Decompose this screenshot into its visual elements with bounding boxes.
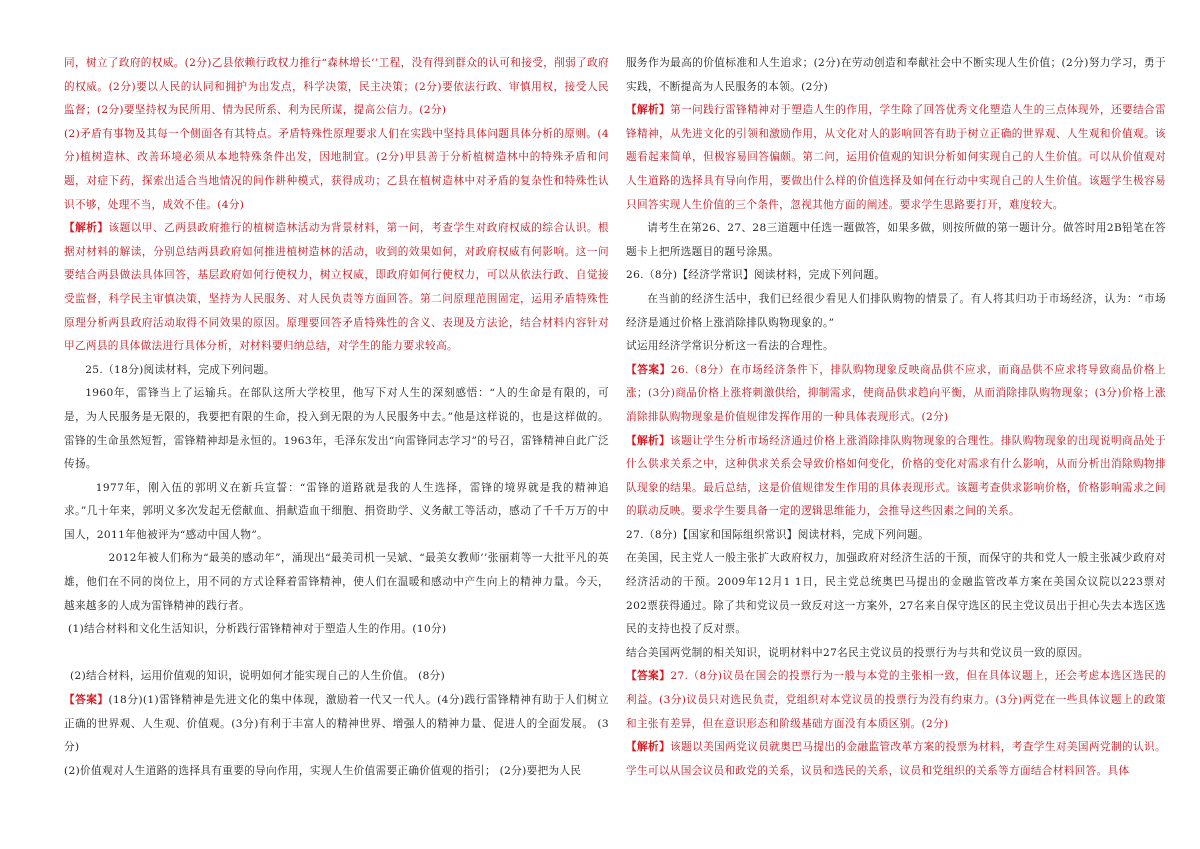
answer-tag: 【答案】 <box>626 670 671 683</box>
analysis-26 <box>626 430 1166 524</box>
answer-tag: 【答案】 <box>64 694 109 707</box>
analysis-24-text: 该题以甲、乙两县政府推行的植树造林活动为背景材料，第一问，考查学生对政府权威的综合认识。根据对材料的解读，分别总结两县政府如何推进植树造林的活动，收到的效果如何，对政府权威有何影响。这一问要结合两县做法具体回答，基层政府如何行使权力，树立权威，即政府如何行使权力，可以从依法行政、自觉接受监督，科学民主审慎决策，坚持为人民服务、对人民负责等方面回答。第二问原理范围固定，运用矛盾特殊性原理分析两县政府活动取得不同效果的原因。原理要回答矛盾特殊性的含义、表现及方法论，结合材料内容针对甲乙两县的具体做法进行具体分析，对材料要归纳总结，对学生的能力要求较高。 <box>64 222 610 353</box>
question-25-material-1: 1960年，雷锋当上了运输兵。在部队这所大学校里，他写下对人生的深刻感悟：“人的生命是有限的，可是，为人民服务是无限的，我要把有限的生命，投入到无限的为人民服务中去。”他是这样说的，也是这样做的。雷锋的生命虽然短暂，雷锋精神却是永恒的。1963年，毛泽东发出“向雷锋同志学习”的号召，雷锋精神自此广泛传扬。 <box>64 387 609 471</box>
answer-27 <box>626 665 1166 736</box>
answer-25-part3: 服务作为最高的价值标准和人生追求；(2分)在劳动创造和奉献社会中不断实现人生价值；(2分)努力学习，勇于实践，不断提高为人民服务的本领。(2分) <box>626 57 1166 93</box>
question-27-material: 在美国，民主党人一般主张扩大政府权力，加强政府对经济生活的干预，而保守的共和党人一般主张减少政府对经济活动的干预。2009年12月1 1日，民主党总统奥巴马提出的金融监管改革方案在美国众议院以223票对202票获得通过。除了共和党议员一致反对这一方案外，27名来自保守选区的民主党议员出于担心失去本选区选民的支持也投了反对票。 <box>626 552 1166 636</box>
question-25-material-2: 1977年，刚入伍的郭明义在新兵宣誓：“雷锋的道路就是我的人生选择，雷锋的境界就是我的精神追求。”几十年来，郭明义多次发起无偿献血、捐献造血干细胞、捐资助学、义务献工等活动，感动了千千万万的中国人，2011年他被评为“感动中国人物”。 <box>64 481 609 541</box>
question-25-sub-1: (1)结合材料和文化生活知识，分析践行雷锋精神对于塑造人生的作用。(10分) <box>68 623 447 636</box>
question-26-material: 在当前的经济生活中，我们已经很少看见人们排队购物的情景了。有人将其归功于市场经济，认为：“市场经济是通过价格上涨消除排队购物现象的。” <box>626 292 1166 329</box>
analysis-26-text: 该题让学生分析市场经济通过价格上涨消除排队购物现象的合理性。排队购物现象的出现说明商品处于什么供求关系之中，这种供求关系会导致价格如何变化，价格的变化对需求有什么影响，从而分析出消除购物排队现象的结果。最后总结，这是价值规律发生作用的具体表现形式。该题考查供求影响价格，价格影响需求之间的联动反映。要求学生要具备一定的逻辑思维能力，会推导这些因素之间的关系。 <box>626 434 1166 518</box>
answer-24-part1: 同，树立了政府的权威。(2分)乙县依赖行政权力推行“森林增长’’工程，没有得到群众的认可和接受，削弱了政府的权威。(2分)要以人民的认同和拥护为出发点，科学决策，民主决策；(2分)要依法行政、审慎用权，接受人民监督；(2分)要坚持权为民所用、情为民所系、利为民所谋，提高公信力。(2分) <box>64 57 609 117</box>
question-25-material-3: 2012年被人们称为“最美的感动年”，涌现出“最美司机一吴斌、“最美女教师’’张丽莉等一大批平凡的英雄，他们在不同的岗位上，用不同的方式诠释着雷锋精神，使人们在温暖和感动中产生向上的精神力量。今天，越来越多的人成为雷锋精神的践行者。 <box>64 552 609 612</box>
analysis-tag: 【解析】 <box>64 222 109 235</box>
question-27-header: 27.（8分)【国家和国际组织常识】阅读材料，完成下列问题。 <box>626 528 930 541</box>
answer-25-part2: (2)价值观对人生道路的选择具有重要的导向作用，实现人生价值需要正确价值观的指引； (2分)要把为人民 <box>64 764 582 777</box>
answer-tag: 【答案】 <box>626 363 671 376</box>
analysis-27 <box>626 736 1166 783</box>
answer-26 <box>626 359 1166 430</box>
answer-25-part1: (18分)(1)雷锋精神是先进文化的集中体现，激励着一代又一代人。(4分)践行雷锋精神有助于人们树立正确的世界观、人生观、价值观。(3分)有利于丰富人的精神世界、增强人的精神力量、促进人的全面发展。 (3分) <box>64 694 609 754</box>
left-column <box>64 52 609 783</box>
question-26-question: 试运用经济学常识分析这一看法的合理性。 <box>626 340 834 353</box>
analysis-25-text: 第一问践行雷锋精神对于塑造人生的作用，学生除了回答优秀文化塑造人生的三点体现外，还要结合雷锋精神，从先进文化的引领和激励作用，从文化对人的影响回答有助于树立正确的世界观、人生观和价值观。该题看起来简单，但极容易回答偏颇。第二问，运用价值观的知识分析如何实现自己的人生价值。可以从价值观对人生道路的选择具有导向作用，要做出什么样的价值选择及如何在行动中实现自己的人生价值。该题学生极容易只回答实现人生价值的三个条件，忽视其他方面的阐述。要求学生思路要打开，难度较大。 <box>626 104 1166 211</box>
question-27-question: 结合美国两党制的相关知识，说明材料中27名民主党议员的投票行为与共和党议员一致的原因。 <box>626 646 1089 659</box>
answer-24-part2: (2)矛盾有事物及其每一个侧面各有其特点。矛盾特殊性原理要求人们在实践中坚持具体问题具体分析的原则。(4分)植树造林、改善环境必须从本地特殊条件出发，因地制宜。(2分)甲县善于分析植树造林中的特殊矛盾和问题，对症下药，探索出适合当地情况的间作耕种模式，获得成功；乙县在植树造林中对矛盾的复杂性和特殊性认识不够，处理不当，成效不佳。(4分) <box>64 127 609 211</box>
analysis-27-text: 该题以美国两党议员就奥巴马提出的金融监管改革方案的投票为材料，考查学生对美国两党制的认识。学生可以从国会议员和政党的关系，议员和选民的关系，议员和党组织的关系等方面结合材料回答。具体 <box>626 741 1166 777</box>
elective-instruction: 请考生在第26、27、28三道题中任选一题做答，如果多做，则按所做的第一题计分。做答时用2B铅笔在答题卡上把所选题目的题号涂黑。 <box>626 222 1166 258</box>
answer-26-text: 26.（8分）在市场经济条件下，排队购物现象反映商品供不应求，而商品供不应求将导致商品价格上涨；(3分)商品价格上涨将刺激供给，抑制需求，使商品供求趋向平衡，从而消除排队购物现象；(3分)价格上涨消除排队购物现象是价值规律发挥作用的一种具体表现形式。(2分) <box>626 363 1166 423</box>
analysis-tag: 【解析】 <box>626 434 671 447</box>
analysis-tag: 【解析】 <box>626 741 671 754</box>
right-column <box>626 52 1166 783</box>
answer-27-text: 27.（8分)议员在国会的投票行为一般与本党的主张相一致，但在具体议题上，还会考虑本选区选民的利益。(3分)议员只对选民负责，党组织对本党议员的投票行为没有约束力。(3分)两党在一些具体议题上的政策和主张有差异，但在意识形态和阶级基础方面没有本质区别。(2分) <box>626 670 1166 730</box>
question-25-sub-2: (2)结合材料，运用价值观的知识，说明如何才能实现自己的人生价值。 (8分) <box>70 670 446 683</box>
analysis-24 <box>64 217 609 359</box>
analysis-25 <box>626 99 1166 217</box>
question-26-header: 26.（8分)【经济学常识】阅读材料，完成下列问题。 <box>626 269 886 282</box>
question-25-header: 25.（18分)阅读材料，完成下列问题。 <box>85 363 275 376</box>
answer-25 <box>64 689 609 760</box>
analysis-tag: 【解析】 <box>626 104 671 117</box>
